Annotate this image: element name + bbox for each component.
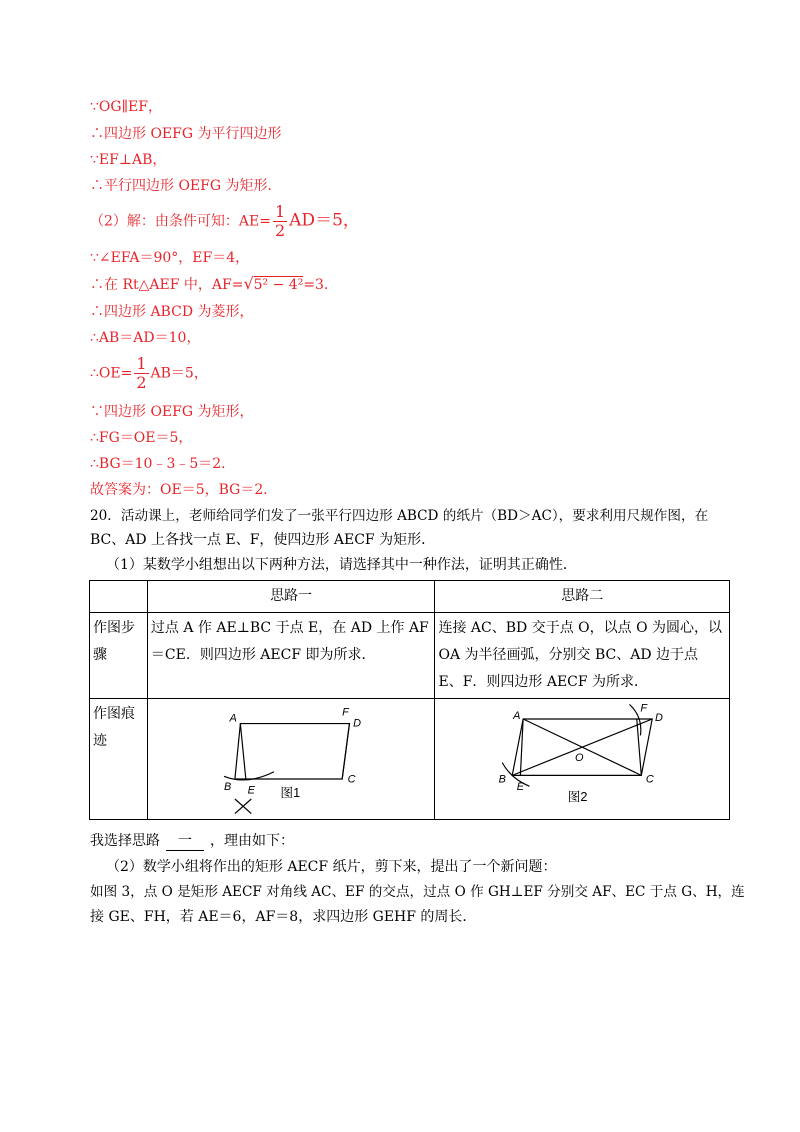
solution-line: ∴四边形 ABCD 为菱形，: [90, 304, 254, 320]
label-o: O: [575, 751, 584, 764]
figure3-line1: 如图 3，点 O 是矩形 AECF 对角线 AC、EF 的交点，过点 O 作 GH⊥EF 分别交 AF、EC 于点 G、H，连: [90, 884, 745, 900]
label-d: D: [353, 717, 361, 730]
solution-line: ∵四边形 OEFG 为矩形，: [90, 404, 254, 420]
fraction-numerator: 1: [274, 202, 286, 221]
table-cell-empty: [90, 581, 148, 613]
solution-line: ∴平行四边形 OEFG 为矩形．: [90, 178, 282, 194]
question-20-line3: （1）某数学小组想出以下两种方法，请选择其中一种作法，证明其正确性．: [106, 557, 577, 573]
sqrt-line: [90, 275, 338, 294]
fraction-denominator: 2: [136, 373, 147, 392]
table-row-label: 作图痕迹: [90, 699, 148, 820]
part2-solution-line: [90, 203, 360, 240]
arc-top: [630, 704, 641, 735]
figure-1-caption: 图1: [280, 785, 301, 801]
sqrt-symbol: √: [243, 274, 254, 293]
question-20-line2: BC、AD 上各找一点 E、F，使四边形 AECF 为矩形．: [90, 532, 436, 548]
label-d: D: [655, 711, 664, 724]
diagonals: [513, 719, 653, 775]
part2-prefix: （2）解：由条件可知：AE=: [90, 213, 271, 230]
sqrt-result: =3．: [303, 277, 338, 293]
table-row-label: 作图步骤: [90, 613, 148, 699]
solution-line: ∵∠EFA＝90°，EF＝4，: [90, 250, 250, 266]
solution-line: ∴BG＝10﹣3﹣5＝2．: [90, 456, 236, 472]
label-a: A: [513, 710, 521, 722]
table-cell-method2-steps: 连接 AC、BD 交于点 O，以点 O 为圆心，以 OA 为半径画弧，分别交 BC、AD 边于点 E、F．则四边形 AECF 为所求．: [435, 613, 730, 699]
solution-line: ∵EF⊥AB，: [90, 152, 167, 168]
solution-line: ∵OG∥EF，: [90, 99, 162, 115]
label-e: E: [247, 784, 255, 797]
construction-cross: [235, 799, 251, 814]
solution-line: 故答案为：OE＝5，BG＝2．: [90, 482, 278, 498]
oe-suffix: AB＝5，: [150, 365, 208, 382]
choice-prefix: 我选择思路: [90, 833, 160, 849]
figure-1: [148, 699, 435, 819]
oe-line: [90, 355, 208, 392]
label-a: A: [229, 712, 237, 725]
table-row-figures: [90, 699, 730, 820]
table-cell-method1-steps: 过点 A 作 AE⊥BC 于点 E，在 AD 上作 AF＝CE．则四边形 AECF 即为所求．: [147, 613, 435, 699]
solution-line: ∴FG＝OE＝5，: [90, 430, 193, 446]
parallelogram-abcd: [235, 724, 350, 779]
table-row-steps: [90, 613, 730, 699]
label-f: F: [342, 706, 349, 719]
sqrt-prefix: ∴在 Rt△AEF 中，AF=: [90, 277, 244, 293]
choice-suffix: ，理由如下：: [210, 833, 294, 849]
table-header-method1: 思路一: [147, 581, 435, 613]
solution-line: ∴AB＝AD＝10，: [90, 330, 201, 346]
part2-suffix: AD＝5，: [289, 210, 360, 231]
figure-2: [435, 699, 729, 819]
choice-blank: 一: [166, 832, 204, 851]
label-c: C: [347, 773, 356, 786]
segment-fc: [342, 724, 349, 779]
label-b: B: [499, 773, 507, 786]
methods-table: [89, 580, 730, 820]
fraction-numerator: 1: [136, 354, 147, 373]
table-cell-figure2: [435, 699, 730, 820]
oe-prefix: ∴OE=: [90, 365, 133, 382]
question-20-line1: 20．活动课上，老师给同学们发了一张平行四边形 ABCD 的纸片（BD＞AC），要求利用尺规作图，在: [90, 508, 709, 524]
label-f: F: [640, 702, 648, 715]
label-c: C: [646, 773, 655, 786]
segment-ae: [240, 724, 245, 779]
part2-question: （2）数学小组将作出的矩形 AECF 纸片，剪下来，提出了一个新问题：: [106, 859, 557, 875]
fraction-denominator: 2: [274, 221, 286, 240]
figure3-line2: 接 GE、FH，若 AE＝6，AF＝8，求四边形 GEHF 的周长．: [90, 909, 477, 925]
table-cell-figure1: [147, 699, 435, 820]
label-e: E: [517, 780, 525, 793]
choice-line: [90, 832, 294, 851]
fraction: [273, 203, 287, 240]
table-header-row: [90, 581, 730, 613]
label-b: B: [223, 780, 232, 793]
sqrt-expression: 5² − 4²: [253, 277, 304, 293]
solution-line: ∴四边形 OEFG 为平行四边形: [90, 126, 282, 142]
fraction: [134, 355, 148, 392]
figure-2-caption: 图2: [568, 788, 588, 804]
table-header-method2: 思路二: [435, 581, 730, 613]
